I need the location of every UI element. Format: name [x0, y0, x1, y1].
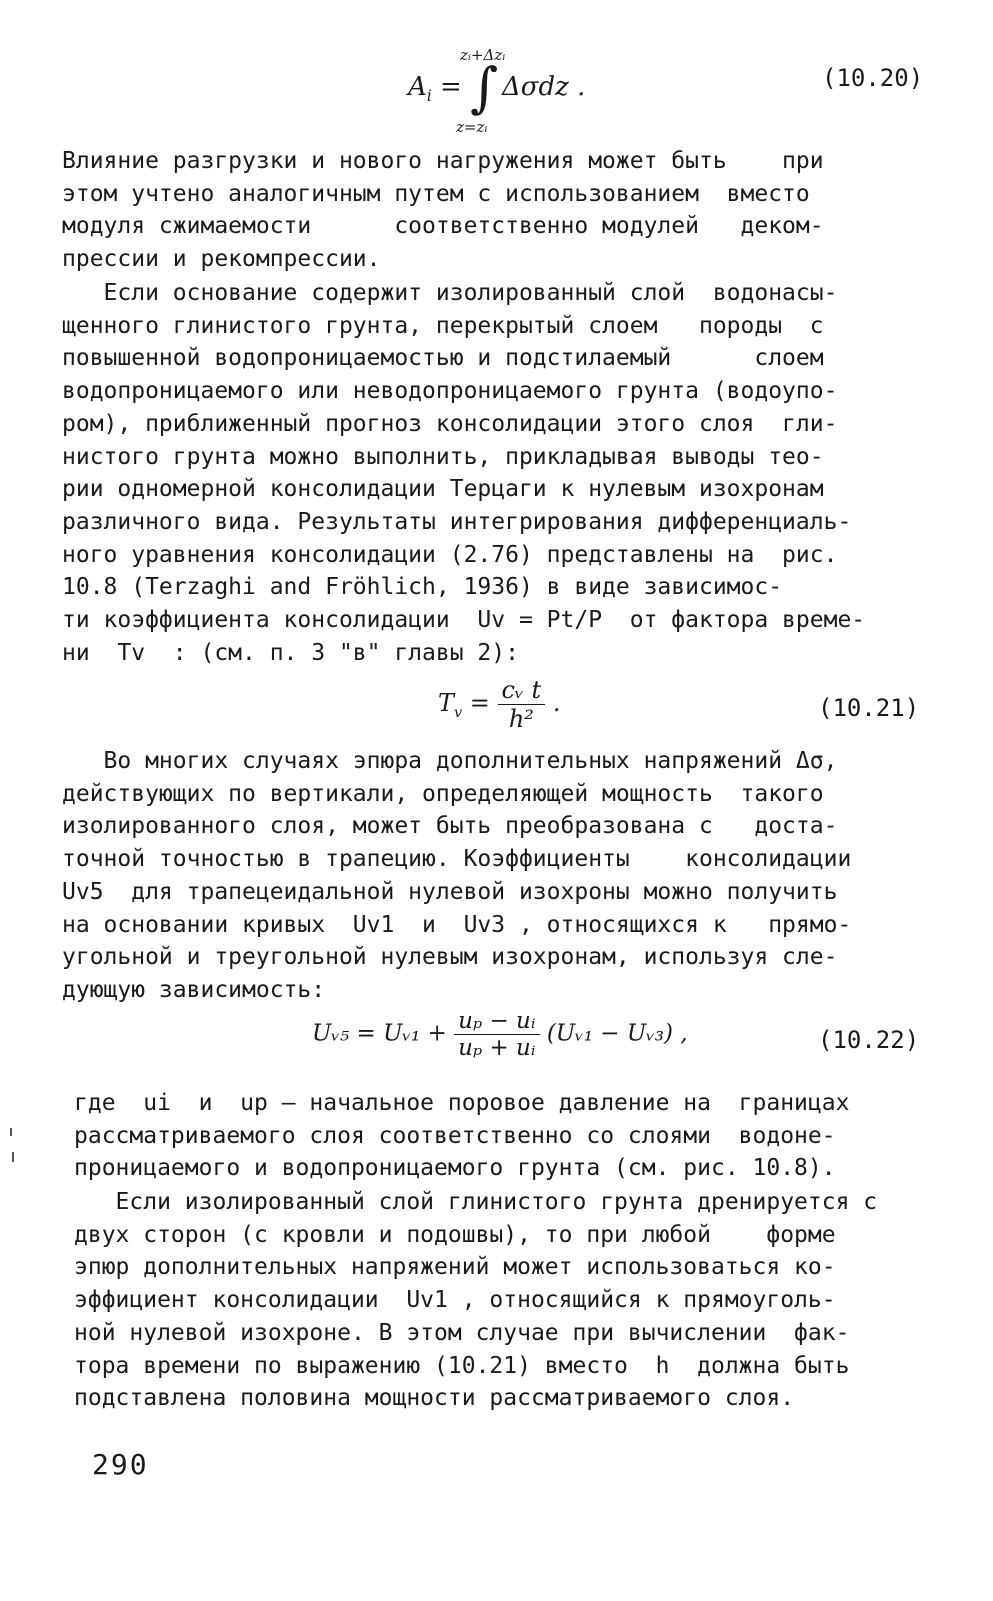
text-line: этом учтено аналогичным путем с использованием вместо: [62, 180, 810, 207]
text-line: Если изолированный слой глинистого грунта дренируется с: [74, 1189, 878, 1215]
text-line: действующих по вертикали, определяющей мощность такого: [62, 780, 824, 807]
text-line: модуля сжимаемости соответственно модулей деком-: [62, 213, 824, 240]
eq-10-20-lhs: $A_i$ =: [408, 72, 462, 106]
text-line: изолированного слоя, может быть преобразована с доста-: [62, 813, 838, 840]
text-line: ни Tv : (см. п. 3 "в" главы 2):: [62, 639, 519, 666]
text-line: на основании кривых Uv1 и Uv3 , относящихся к прямо-: [62, 911, 852, 938]
text-line: прессии и рекомпрессии.: [62, 246, 381, 273]
text-line: Влияние разгрузки и нового нагружения может быть при: [62, 148, 824, 174]
text-line: эпюр дополнительных напряжений может использоваться ко-: [74, 1254, 836, 1281]
eq-10-20-number: (10.20): [822, 64, 924, 92]
paragraph-4: [74, 1087, 926, 1185]
text-line: точной точностью в трапецию. Коэффициенты консолидации: [62, 846, 852, 873]
text-line: двух сторон (с кровли и подошвы), то при любой форме: [74, 1221, 836, 1248]
text-line: где ui и up – начальное поровое давление на границах: [74, 1090, 850, 1116]
eq-10-21-number: (10.21): [818, 694, 920, 722]
text-line: эффициент консолидации Uv1 , относящийся к прямоуголь-: [74, 1287, 836, 1314]
paragraph-3: [62, 745, 922, 1007]
eq-10-22-rhs: (Uᵥ₁ − Uᵥ₃) ,: [546, 1020, 688, 1047]
text-line: различного вида. Результаты интегрирования дифференциаль-: [62, 508, 852, 535]
scan-mark: [10, 1128, 12, 1136]
text-line: повышенной водопроницаемостью и подстилаемый слоем: [62, 345, 824, 372]
page-number: 290: [92, 1448, 149, 1481]
text-line: дующую зависимость:: [62, 976, 326, 1003]
equation-10-20: [408, 42, 668, 142]
text-line: рии одномерной консолидации Терцаги к нулевым изохронам: [62, 476, 824, 503]
eq-10-22-numerator: uₚ − uᵢ: [454, 1008, 539, 1035]
text-line: подставлена половина мощности рассматриваемого слоя.: [74, 1385, 795, 1412]
eq-10-21-numerator: cᵥ t: [498, 676, 546, 705]
text-line: угольной и треугольной нулевым изохронам, используя сле-: [62, 944, 838, 971]
eq-10-21-denominator: h²: [508, 705, 534, 733]
eq-10-21-period: .: [552, 689, 561, 717]
text-line: ром), приближенный прогноз консолидации этого слоя гли-: [62, 410, 838, 437]
text-line: ной нулевой изохроне. В этом случае при вычислении фак-: [74, 1319, 850, 1346]
text-line: щенного глинистого грунта, перекрытый слоем породы с: [62, 312, 824, 339]
paragraph-1: [62, 145, 922, 276]
text-line: Во многих случаях эпюра дополнительных напряжений Δσ,: [62, 748, 838, 774]
eq-10-20-integrand: Δσdz .: [502, 72, 586, 102]
equation-10-21: [438, 676, 560, 733]
eq-10-21-fraction: [498, 676, 546, 733]
text-line: тора времени по выражению (10.21) вместо h должна быть: [74, 1352, 850, 1379]
text-line: ти коэффициента консолидации Uv = Pt/P от фактора време-: [62, 607, 866, 634]
text-line: ного уравнения консолидации (2.76) представлены на рис.: [62, 541, 838, 568]
eq-10-22-denominator: uₚ + uᵢ: [458, 1035, 536, 1061]
text-line: Uv5 для трапецеидальной нулевой изохроны можно получить: [62, 878, 838, 905]
eq-10-22-lhs: Uᵥ₅ = Uᵥ₁ +: [312, 1020, 447, 1047]
eq-10-22-number: (10.22): [818, 1026, 920, 1054]
text-line: рассматриваемого слоя соответственно со слоями водоне-: [74, 1122, 836, 1149]
text-line: проницаемого и водопроницаемого грунта (см. рис. 10.8).: [74, 1155, 836, 1182]
text-line: 10.8 (Terzaghi and Fröhlich, 1936) в виде зависимос-: [62, 574, 783, 601]
scan-mark: [12, 1152, 14, 1162]
text-line: нистого грунта можно выполнить, прикладывая выводы тео-: [62, 443, 824, 470]
text-line: Если основание содержит изолированный слой водонасы-: [62, 280, 838, 306]
eq-10-20-lower-limit: z=zᵢ: [456, 118, 488, 136]
paragraph-5: [74, 1186, 926, 1415]
integral-sign: ∫: [470, 56, 499, 119]
eq-10-21-lhs: $T_v$ =: [438, 689, 498, 721]
paragraph-2: [62, 277, 922, 669]
text-line: водопроницаемого или неводопроницаемого грунта (водоупо-: [62, 378, 838, 405]
eq-10-20-upper-limit: zᵢ+Δzᵢ: [460, 46, 506, 64]
eq-10-22-fraction: [454, 1008, 539, 1061]
equation-10-22: [312, 1008, 688, 1061]
